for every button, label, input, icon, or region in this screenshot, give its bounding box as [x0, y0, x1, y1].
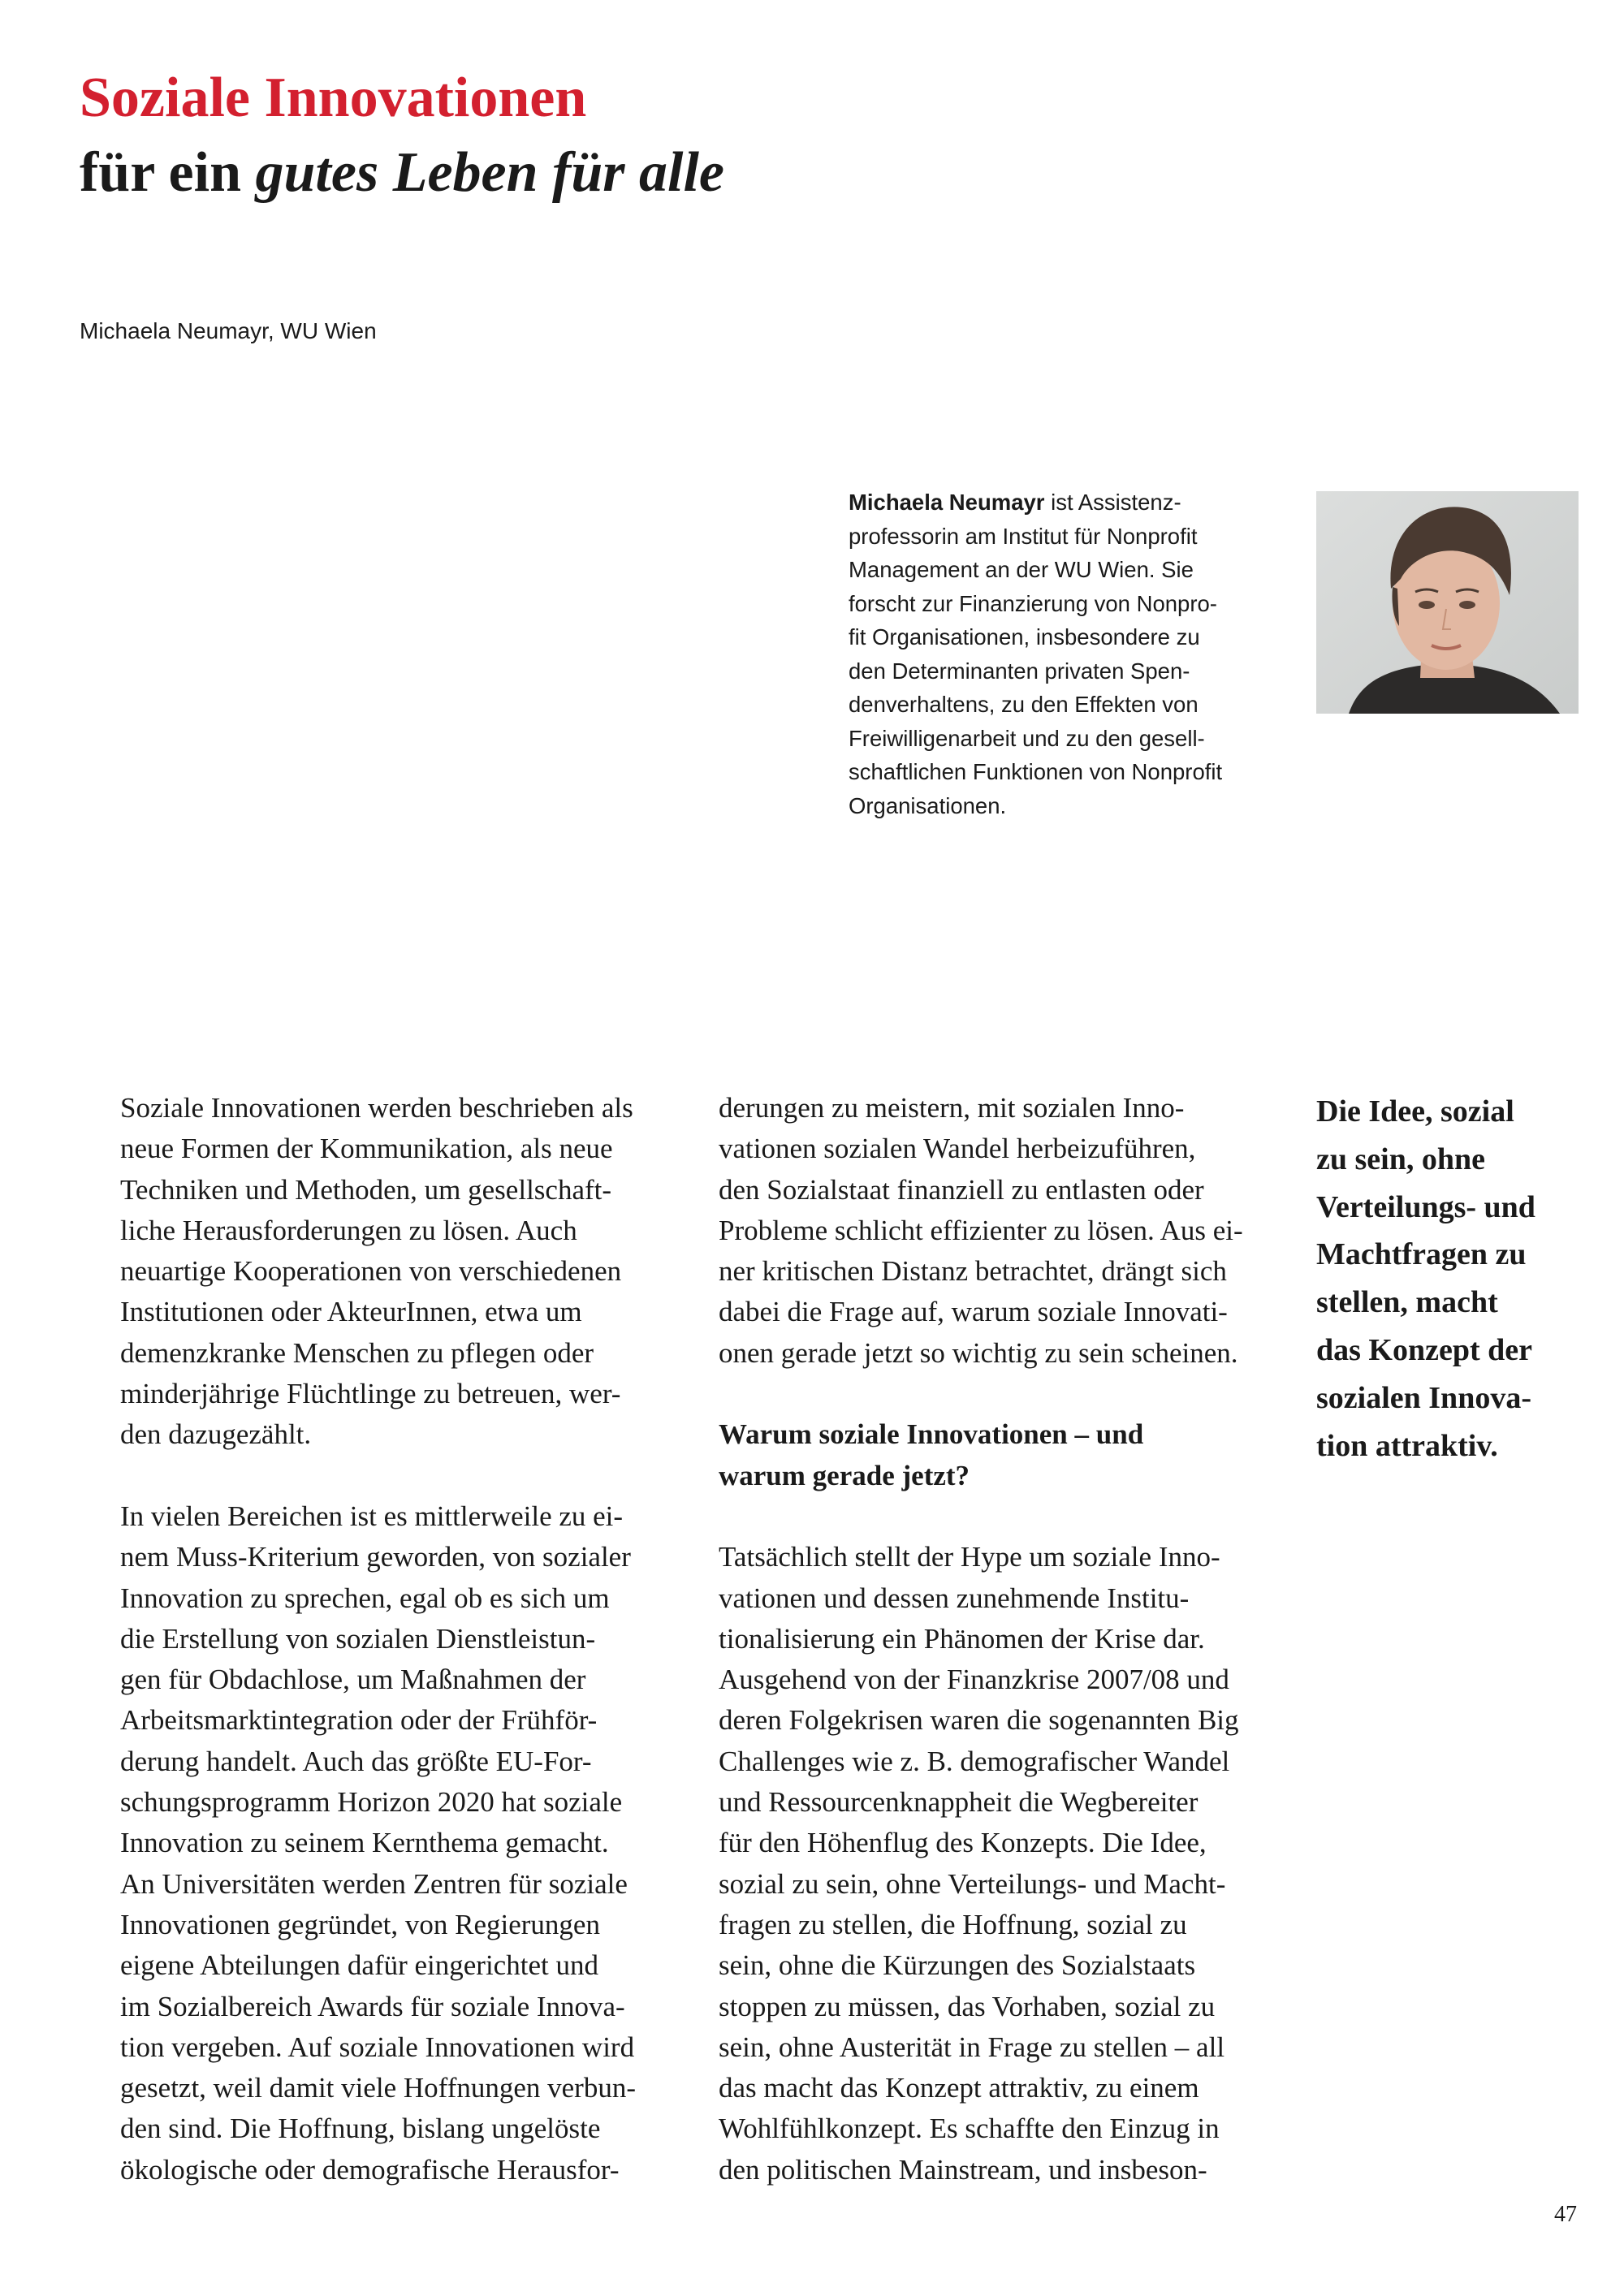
- body-line: Arbeitsmarktintegration oder der Frühför-: [120, 1704, 598, 1737]
- pull-quote-line: stellen, macht: [1316, 1285, 1498, 1320]
- title-line-2-italic: gutes Leben für alle: [255, 141, 724, 204]
- column-1: [120, 1088, 689, 2190]
- bio-first-line-rest: ist Assistenz-: [1044, 490, 1181, 515]
- paragraph-gap: [719, 1374, 1287, 1414]
- body-line: Techniken und Methoden, um gesellschaft-: [120, 1173, 612, 1206]
- author-bio: [849, 486, 1287, 822]
- body-line: den dazugezählt.: [120, 1418, 312, 1451]
- pull-quote-line: Machtfragen zu: [1316, 1237, 1527, 1272]
- body-line: tionalisierung ein Phänomen der Krise dar.: [719, 1622, 1205, 1655]
- pull-quote-line: das Konzept der: [1316, 1332, 1532, 1367]
- body-line: In vielen Bereichen ist es mittlerweile zu ei-: [120, 1500, 624, 1532]
- body-line: liche Herausforderungen zu lösen. Auch: [120, 1214, 577, 1246]
- body-line: den politischen Mainstream, und insbeson-: [719, 2153, 1207, 2186]
- body-line: neuartige Kooperationen von verschiedenen: [120, 1255, 622, 1288]
- section-subheading: warum gerade jetzt?: [719, 1459, 970, 1491]
- body-line: An Universitäten werden Zentren für soziale: [120, 1867, 628, 1900]
- body-line: Institutionen oder AkteurInnen, etwa um: [120, 1296, 582, 1328]
- bio-line: [849, 486, 1287, 520]
- bio-line: fit Organisationen, insbesondere zu: [849, 624, 1200, 650]
- paragraph-gap: [120, 1456, 689, 1496]
- pull-quote: [1316, 1088, 1592, 1470]
- body-line: dabei die Frage auf, warum soziale Innovati-: [719, 1296, 1228, 1328]
- body-line: minderjährige Flüchtlinge zu betreuen, wer-: [120, 1378, 621, 1410]
- body-line: sein, ohne die Kürzungen des Sozialstaats: [719, 1949, 1196, 1982]
- author-portrait: [1316, 491, 1579, 714]
- body-line: schungsprogramm Horizon 2020 hat soziale: [120, 1786, 623, 1819]
- body-line: den sind. Die Hoffnung, bislang ungelöste: [120, 2113, 601, 2145]
- body-line: gen für Obdachlose, um Maßnahmen der: [120, 1664, 586, 1696]
- pull-quote-line: zu sein, ohne: [1316, 1142, 1485, 1176]
- body-line: Innovation zu seinem Kernthema gemacht.: [120, 1827, 609, 1859]
- title-line-1: Soziale Innovationen: [80, 67, 587, 129]
- body-line: sozial zu sein, ohne Verteilungs- und Macht-: [719, 1867, 1226, 1900]
- bio-line: denverhaltens, zu den Effekten von: [849, 692, 1199, 717]
- body-line: das macht das Konzept attraktiv, zu einem: [719, 2072, 1199, 2104]
- bio-line: Management an der WU Wien. Sie: [849, 557, 1194, 582]
- column-2: [719, 1088, 1287, 2190]
- body-line: Wohlfühlkonzept. Es schaffte den Einzug in: [719, 2113, 1220, 2145]
- body-line: vationen sozialen Wandel herbeizuführen,: [719, 1133, 1196, 1165]
- body-line: eigene Abteilungen dafür eingerichtet und: [120, 1949, 598, 1982]
- title-line-2-prefix: für ein: [80, 141, 256, 204]
- body-line: ner kritischen Distanz betrachtet, drängt sich: [719, 1255, 1227, 1288]
- body-line: für den Höhenflug des Konzepts. Die Idee,: [719, 1827, 1207, 1859]
- body-line: fragen zu stellen, die Hoffnung, sozial zu: [719, 1908, 1187, 1940]
- bio-line: Freiwilligenarbeit und zu den gesell-: [849, 725, 1205, 751]
- bio-line: forscht zur Finanzierung von Nonpro-: [849, 590, 1217, 616]
- title-line-2: [80, 138, 724, 208]
- bio-author-name: Michaela Neumayr: [849, 490, 1045, 515]
- body-line: gesetzt, weil damit viele Hoffnungen verbun-: [120, 2072, 636, 2104]
- body-line: onen gerade jetzt so wichtig zu sein scheinen.: [719, 1336, 1238, 1369]
- body-line: derungen zu meistern, mit sozialen Inno-: [719, 1092, 1185, 1124]
- body-line: derung handelt. Auch das größte EU-For-: [120, 1745, 592, 1777]
- body-line: Innovation zu sprechen, egal ob es sich um: [120, 1582, 610, 1614]
- bio-line: Organisationen.: [849, 792, 1007, 818]
- body-line: die Erstellung von sozialen Dienstleistun-: [120, 1622, 596, 1655]
- body-line: im Sozialbereich Awards für soziale Innova-: [120, 1990, 625, 2022]
- body-line: deren Folgekrisen waren die sogenannten Big: [719, 1704, 1239, 1737]
- body-line: vationen und dessen zunehmende Institu-: [719, 1582, 1190, 1614]
- bio-line: professorin am Institut für Nonprofit: [849, 523, 1198, 549]
- section-subheading: Warum soziale Innovationen – und: [719, 1418, 1144, 1451]
- body-line: und Ressourcenknappheit die Wegbereiter: [719, 1786, 1199, 1819]
- bio-line: den Determinanten privaten Spen-: [849, 658, 1190, 684]
- body-line: Probleme schlicht effizienter zu lösen. Aus ei-: [719, 1214, 1243, 1246]
- author-line: Michaela Neumayr, WU Wien: [80, 318, 377, 343]
- body-line: ökologische oder demografische Herausfor-: [120, 2153, 620, 2186]
- body-line: den Sozialstaat finanziell zu entlasten oder: [719, 1173, 1204, 1206]
- body-line: Tatsächlich stellt der Hype um soziale Inno-: [719, 1541, 1220, 1573]
- body-line: Challenges wie z. B. demografischer Wandel: [719, 1745, 1230, 1777]
- pull-quote-line: Verteilungs- und: [1316, 1189, 1535, 1224]
- body-line: stoppen zu müssen, das Vorhaben, sozial zu: [719, 1990, 1216, 2022]
- pull-quote-line: Die Idee, sozial: [1316, 1094, 1514, 1129]
- body-line: Ausgehend von der Finanzkrise 2007/08 und: [719, 1664, 1229, 1696]
- body-line: demenzkranke Menschen zu pflegen oder: [120, 1336, 594, 1369]
- body-line: tion vergeben. Auf soziale Innovationen wird: [120, 2031, 635, 2063]
- portrait-image: [1316, 491, 1579, 714]
- body-line: Innovationen gegründet, von Regierungen: [120, 1908, 600, 1940]
- pull-quote-line: tion attraktiv.: [1316, 1428, 1498, 1463]
- pull-quote-line: sozialen Innova-: [1316, 1380, 1531, 1415]
- page-number: 47: [1554, 2202, 1577, 2227]
- body-line: sein, ohne Austerität in Frage zu stellen – all: [719, 2031, 1225, 2063]
- bio-line: schaftlichen Funktionen von Nonprofit: [849, 759, 1223, 784]
- paragraph-gap: [719, 1496, 1287, 1537]
- body-line: nem Muss-Kriterium geworden, von sozialer: [120, 1541, 631, 1573]
- body-line: neue Formen der Kommunikation, als neue: [120, 1133, 613, 1165]
- body-line: Soziale Innovationen werden beschrieben als: [120, 1092, 633, 1124]
